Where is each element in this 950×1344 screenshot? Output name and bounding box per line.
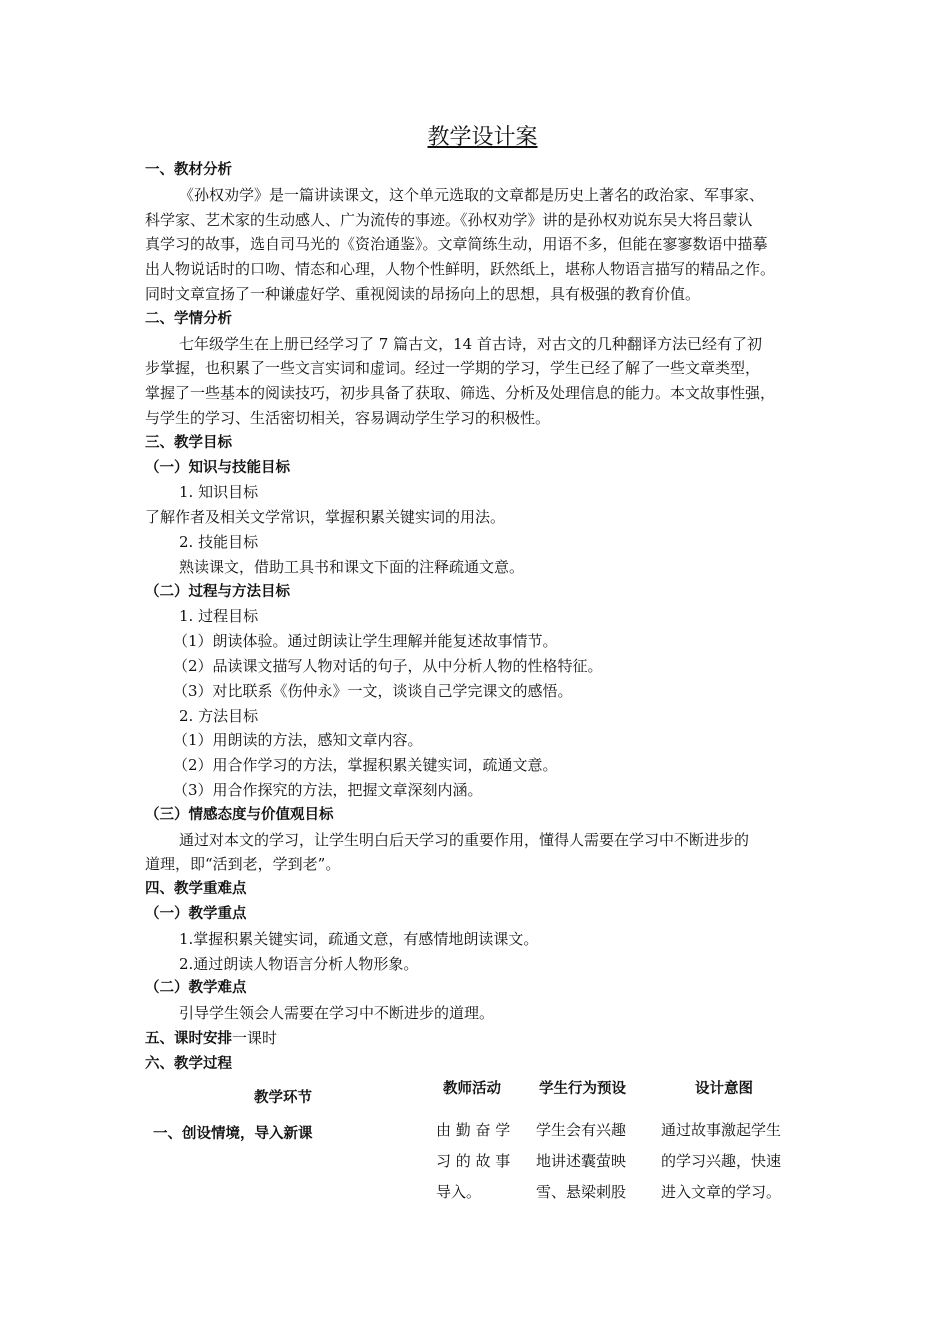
subsection-heading-values: （三）情感态度与价值观目标 (145, 806, 334, 823)
cell-line: 学生会有兴趣 (536, 1121, 627, 1139)
goal-text: 了解作者及相关文学常识，掌握积累关键实词的用法。 (145, 508, 506, 527)
list-item: （1）朗读体验。通过朗读让学生理解并能复述故事情节。 (173, 632, 558, 651)
cell-line: 导入。 (436, 1183, 482, 1201)
paragraph-line: 引导学生领会人需要在学习中不断进步的道理。 (179, 1004, 495, 1023)
goal-label: 1. 过程目标 (179, 607, 259, 626)
table-cell-teacher (436, 1115, 510, 1208)
cell-line: 习 的 故 事 (436, 1152, 511, 1170)
cell-line: 地讲述囊萤映 (536, 1152, 627, 1170)
subsection-heading-focus: （一）教学重点 (145, 905, 247, 922)
section-heading-materials: 一、教材分析 (145, 162, 232, 178)
goal-label: 2. 方法目标 (179, 706, 259, 725)
subsection-heading-knowledge-skills: （一）知识与技能目标 (145, 459, 290, 476)
table-header-stage: 教学环节 (254, 1090, 312, 1106)
section-schedule (145, 1026, 820, 1052)
table-header-student: 学生行为预设 (539, 1081, 626, 1097)
paragraph-line: 掌握了一些基本的阅读技巧，初步具备了获取、筛选、分析及处理信息的能力。本文故事性强， (145, 384, 776, 403)
goal-text: 熟读课文，借助工具书和课文下面的注释疏通文意。 (179, 557, 525, 576)
table-header-intent: 设计意图 (695, 1081, 753, 1097)
paragraph-line: 与学生的学习、生活密切相关，容易调动学生学习的积极性。 (145, 408, 551, 427)
paragraph-line: 步掌握，也积累了一些文言实词和虚词。经过一学期的学习，学生已经了解了一些文章类型， (145, 359, 761, 378)
list-item: （3）对比联系《伤仲永》一文，谈谈自己学完课文的感悟。 (173, 681, 573, 700)
paragraph-line: 七年级学生在上册已经学习了 7 篇古文，14 首古诗，对古文的几种翻译方法已经有了初 (179, 334, 762, 353)
list-item: 1.掌握积累关键实词，疏通文意，有感情地朗读课文。 (179, 929, 539, 948)
schedule-value: 一课时 (232, 1028, 278, 1047)
section-heading-process: 六、教学过程 (145, 1055, 232, 1072)
table-cell-intent (661, 1115, 781, 1208)
list-item: 2.通过朗读人物语言分析人物形象。 (179, 954, 419, 973)
goal-label: 2. 技能目标 (179, 532, 259, 551)
table-cell-student (536, 1115, 626, 1208)
section-heading-students: 二、学情分析 (145, 310, 232, 327)
list-item: （1）用朗读的方法，感知文章内容。 (173, 731, 423, 750)
cell-line: 通过故事激起学生 (661, 1121, 782, 1139)
paragraph-line: 《孙权劝学》是一篇讲读课文，这个单元选取的文章都是历史上著名的政治家、军事家、 (179, 185, 765, 204)
paragraph-line: 通过对本文的学习，让学生明白后天学习的重要作用，懂得人需要在学习中不断进步的 (179, 830, 750, 849)
section-heading-schedule: 五、课时安排 (145, 1030, 232, 1047)
subsection-heading-difficulty: （二）教学难点 (145, 980, 247, 997)
list-item: （3）用合作探究的方法，把握文章深刻内涵。 (173, 780, 483, 799)
paragraph-line: 真学习的故事，选自司马光的《资治通鉴》。文章简练生动，用语不多，但能在寥寥数语中描摹 (145, 235, 768, 254)
list-item: （2）品读课文描写人物对话的句子，从中分析人物的性格特征。 (173, 656, 603, 675)
cell-line: 进入文章的学习。 (661, 1183, 782, 1201)
section-heading-goals: 三、教学目标 (145, 434, 232, 451)
table-row-stage: 一、创设情境，导入新课 (153, 1126, 313, 1142)
paragraph-line: 道理，即“活到老，学到老”。 (145, 855, 341, 874)
table-header-teacher: 教师活动 (443, 1081, 501, 1097)
cell-line: 的学习兴趣，快速 (661, 1152, 782, 1170)
paragraph-line: 出人物说话时的口吻、情态和心理，人物个性鲜明，跃然纸上，堪称人物语言描写的精品之作。 (145, 260, 776, 279)
cell-line: 由 勤 奋 学 (436, 1121, 511, 1139)
paragraph-line: 同时文章宣扬了一种谦虚好学、重视阅读的昂扬向上的思想，具有极强的教育价值。 (145, 284, 701, 303)
list-item: （2）用合作学习的方法，掌握积累关键实词，疏通文意。 (173, 756, 558, 775)
cell-line: 雪、悬梁刺股 (536, 1183, 627, 1201)
subsection-heading-process-method: （二）过程与方法目标 (145, 583, 290, 600)
document-body (145, 118, 820, 1076)
goal-label: 1. 知识目标 (179, 483, 259, 502)
document-title: 教学设计案 (427, 125, 538, 150)
section-heading-key-points: 四、教学重难点 (145, 881, 247, 898)
paragraph-line: 科学家、艺术家的生动感人、广为流传的事迹。《孙权劝学》讲的是孙权劝说东吴大将吕蒙认 (145, 210, 753, 229)
